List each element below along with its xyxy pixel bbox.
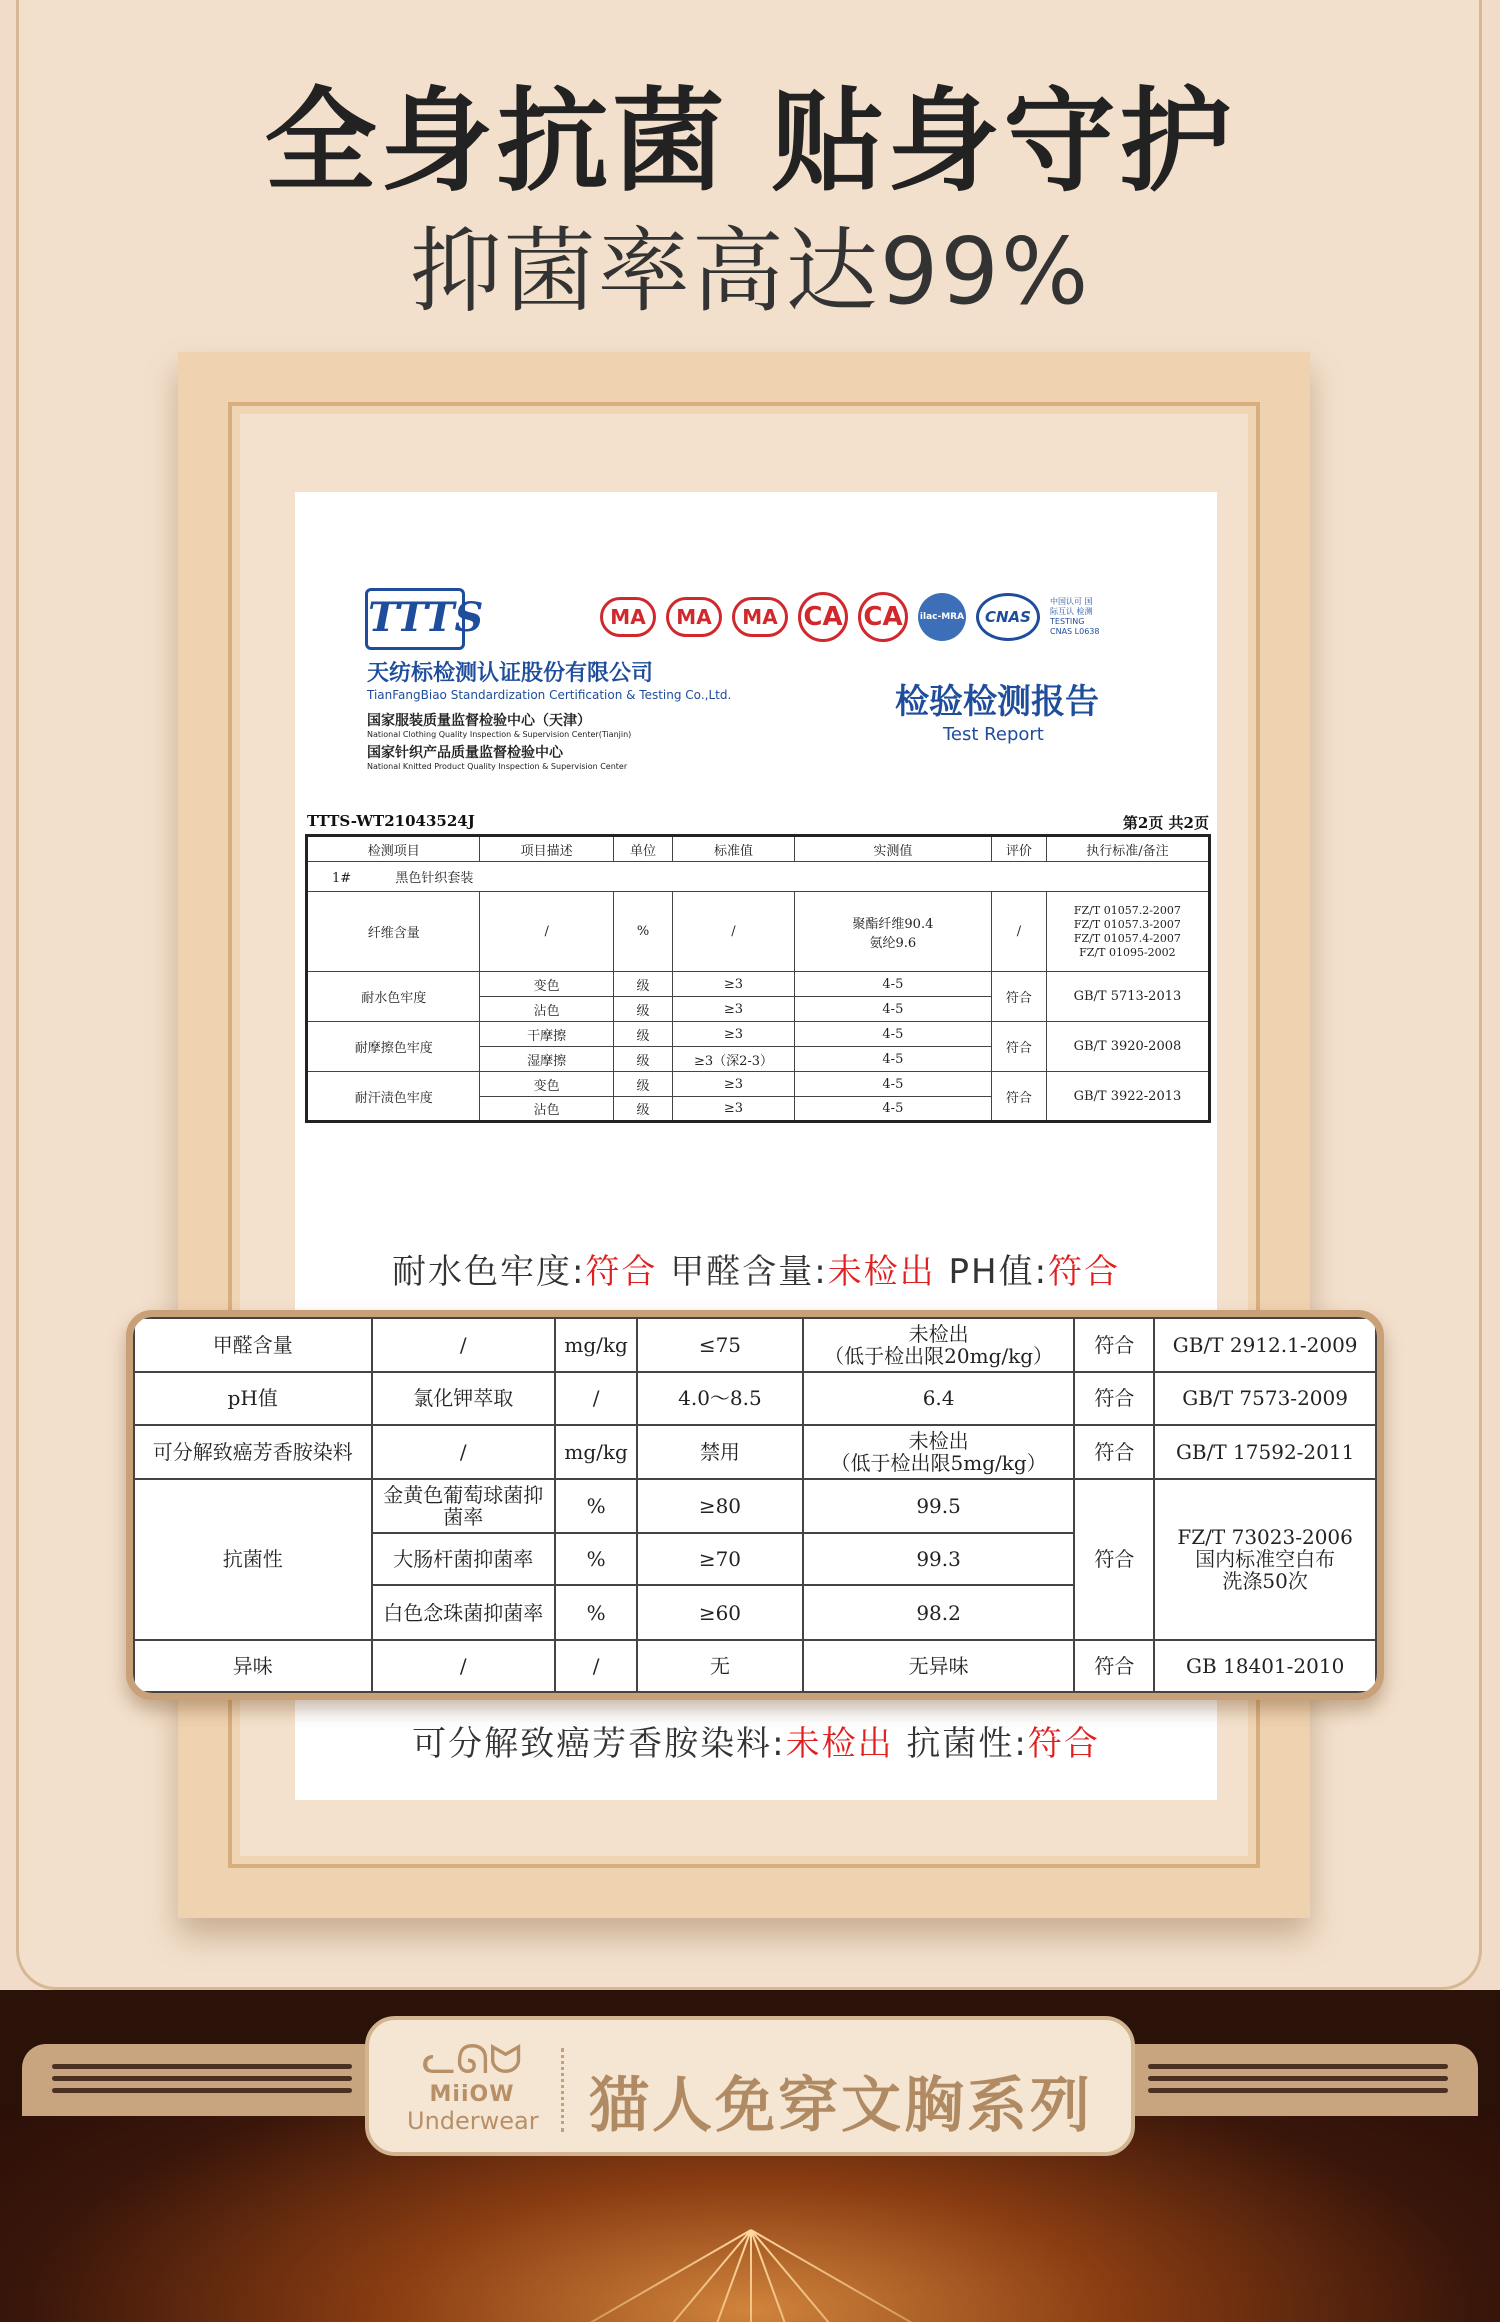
highlight-table-card xyxy=(126,1310,1384,1700)
highlight-table xyxy=(133,1317,1377,1693)
table-cell: 金黄色葡萄球菌抑菌率 xyxy=(372,1479,556,1533)
sample-cell xyxy=(307,862,1210,892)
norm-line: FZ/T 01057.2-2007 xyxy=(1073,903,1181,917)
table-row xyxy=(307,1022,1210,1047)
table-cell: 4-5 xyxy=(794,1072,991,1097)
page-number: 第2页 共2页 xyxy=(1122,814,1209,832)
cnas-badge-icon: CNAS xyxy=(976,593,1040,641)
table-cell: 沾色 xyxy=(480,997,613,1022)
table-cell: ≥3 xyxy=(673,972,795,997)
table-cell: 级 xyxy=(613,997,672,1022)
table-cell: / xyxy=(372,1640,556,1692)
table-cell: GB/T 17592-2011 xyxy=(1154,1425,1376,1479)
value-line: （低于检出限20mg/kg） xyxy=(824,1344,1054,1369)
value-line: 未检出 xyxy=(908,1322,969,1347)
ca-badge-icon: CA xyxy=(798,592,848,642)
miiow-logo xyxy=(407,2038,537,2135)
cnas-badge-text: 中国认可 国际互认 检测 TESTING CNAS L0638 xyxy=(1050,597,1100,636)
table-cell: / xyxy=(372,1425,556,1479)
caption-text: 可分解致癌芳香胺染料: xyxy=(412,1724,786,1764)
table-cell: 甲醛含量 xyxy=(134,1318,372,1372)
table-row xyxy=(134,1425,1376,1479)
table-cell: 符合 xyxy=(991,1022,1046,1072)
table-cell: / xyxy=(991,892,1046,972)
table-cell: ≥80 xyxy=(637,1479,803,1533)
table-header-cell: 标准值 xyxy=(673,836,795,862)
table-cell: GB/T 2912.1-2009 xyxy=(1154,1318,1376,1372)
ma-badge-icon: MA xyxy=(732,597,788,637)
table-cell: 级 xyxy=(613,1072,672,1097)
caption-text: 耐水色牢度: xyxy=(391,1252,586,1292)
brand-tab xyxy=(365,2016,1135,2156)
caption-highlight: 符合 xyxy=(1027,1724,1100,1764)
table-cell: ≥3 xyxy=(673,1097,795,1122)
company-name-en: TianFangBiao Standardization Certification & Testing Co.,Ltd. xyxy=(367,688,732,702)
table-cell: GB/T 7573-2009 xyxy=(1154,1372,1376,1424)
table-cell: 无异味 xyxy=(803,1640,1075,1692)
table-cell: 4-5 xyxy=(794,972,991,997)
sample-row xyxy=(307,862,1210,892)
light-ray xyxy=(750,2230,752,2322)
table-row xyxy=(134,1640,1376,1692)
table-cell: 符合 xyxy=(1074,1640,1154,1692)
caption-highlight: 符合 xyxy=(585,1252,658,1292)
caption-antibacterial xyxy=(295,1716,1217,1765)
table-cell: 湿摩擦 xyxy=(480,1047,613,1072)
table-cell: ≥60 xyxy=(637,1585,803,1639)
table-cell: ≤75 xyxy=(637,1318,803,1372)
fiber-value: 聚酯纤维90.4 xyxy=(852,916,934,932)
norm-line: 洗涤50次 xyxy=(1222,1569,1308,1594)
table-cell: GB/T 5713-2013 xyxy=(1046,972,1209,1022)
table-row xyxy=(307,892,1210,972)
caption-text: PH值: xyxy=(935,1252,1049,1292)
table-cell: mg/kg xyxy=(555,1425,637,1479)
table-cell: / xyxy=(673,892,795,972)
caption-text: 抗菌性: xyxy=(893,1724,1028,1764)
table-cell: 99.3 xyxy=(803,1533,1075,1585)
norm-line: FZ/T 73023-2006 xyxy=(1177,1525,1353,1550)
table-cell xyxy=(794,892,991,972)
table-cell: ≥3 xyxy=(673,1022,795,1047)
table-cell: 耐摩擦色牢度 xyxy=(307,1022,480,1072)
caption-text: 甲醛含量: xyxy=(657,1252,828,1292)
table-cell: 99.5 xyxy=(803,1479,1075,1533)
table-header-cell: 实测值 xyxy=(794,836,991,862)
table-cell: 耐汗渍色牢度 xyxy=(307,1072,480,1122)
table-row xyxy=(307,972,1210,997)
norm-line: FZ/T 01095-2002 xyxy=(1079,945,1176,959)
table-cell: / xyxy=(372,1318,556,1372)
table-cell: 符合 xyxy=(991,1072,1046,1122)
table-cell: ≥3 xyxy=(673,1072,795,1097)
caption-highlight: 未检出 xyxy=(785,1724,894,1764)
table-cell: 级 xyxy=(613,1022,672,1047)
table-cell: % xyxy=(555,1479,637,1533)
table-cell xyxy=(803,1318,1075,1372)
table-cell: GB 18401-2010 xyxy=(1154,1640,1376,1692)
table-header-cell: 执行标准/备注 xyxy=(1046,836,1209,862)
table-cell: 禁用 xyxy=(637,1425,803,1479)
table-cell: 符合 xyxy=(1074,1372,1154,1424)
table-cell: 4-5 xyxy=(794,997,991,1022)
divider xyxy=(561,2048,564,2132)
table-cell: GB/T 3920-2008 xyxy=(1046,1022,1209,1072)
decor-stripes-right xyxy=(1148,2064,1448,2094)
document-number: TTTS-WT21043524J xyxy=(307,812,475,830)
table-cell: % xyxy=(555,1585,637,1639)
table-cell: 符合 xyxy=(1074,1425,1154,1479)
table-cell: 大肠杆菌抑菌率 xyxy=(372,1533,556,1585)
page-subtitle: 抑菌率高达99% xyxy=(409,218,1091,325)
value-line: 未检出 xyxy=(908,1428,969,1453)
table-header-row xyxy=(307,836,1210,862)
table-cell: 氯化钾萃取 xyxy=(372,1372,556,1424)
table-cell: % xyxy=(613,892,672,972)
table-cell: ≥3 xyxy=(673,997,795,1022)
table-cell: 沾色 xyxy=(480,1097,613,1122)
table-cell: 符合 xyxy=(1074,1318,1154,1372)
brand-subtitle: Underwear xyxy=(407,2107,539,2135)
page-title: 全身抗菌 贴身守护 xyxy=(264,77,1236,207)
table-cell: 纤维含量 xyxy=(307,892,480,972)
center2-en: National Knitted Product Quality Inspection & Supervision Center xyxy=(367,762,628,771)
table-cell: 级 xyxy=(613,972,672,997)
table-cell: GB/T 3922-2013 xyxy=(1046,1072,1209,1122)
table-row xyxy=(134,1479,1376,1533)
table-cell: 符合 xyxy=(1074,1479,1154,1640)
table-cell: 4.0～8.5 xyxy=(637,1372,803,1424)
value-line: （低于检出限5mg/kg） xyxy=(830,1450,1047,1475)
test-results-table xyxy=(305,834,1211,1123)
table-cell: 白色念珠菌抑菌率 xyxy=(372,1585,556,1639)
table-cell: 6.4 xyxy=(803,1372,1075,1424)
table-header-cell: 单位 xyxy=(613,836,672,862)
table-cell: 变色 xyxy=(480,1072,613,1097)
table-cell: pH值 xyxy=(134,1372,372,1424)
caption-colorfastness xyxy=(295,1244,1217,1293)
table-cell: 干摩擦 xyxy=(480,1022,613,1047)
norm-line: FZ/T 01057.3-2007 xyxy=(1073,917,1181,931)
table-cell: ≥70 xyxy=(637,1533,803,1585)
table-header-cell: 评价 xyxy=(991,836,1046,862)
table-cell: 异味 xyxy=(134,1640,372,1692)
table-cell: / xyxy=(555,1640,637,1692)
sample-name: 黑色针织套装 xyxy=(395,871,474,886)
table-cell: 4-5 xyxy=(794,1022,991,1047)
ca-badge-icon: CA xyxy=(858,592,908,642)
ma-badge-icon: MA xyxy=(666,597,722,637)
certification-badges xyxy=(600,592,1100,642)
fiber-value: 氨纶9.6 xyxy=(869,935,917,951)
decor-stripes-left xyxy=(52,2064,352,2094)
table-cell: ≥3（深2-3） xyxy=(673,1047,795,1072)
table-cell: 级 xyxy=(613,1047,672,1072)
table-cell: 耐水色牢度 xyxy=(307,972,480,1022)
sample-number: 1# xyxy=(332,871,352,886)
table-header-cell: 项目描述 xyxy=(480,836,613,862)
table-cell xyxy=(1154,1479,1376,1640)
center1-en: National Clothing Quality Inspection & Supervision Center(Tianjin) xyxy=(367,730,632,739)
center2-cn: 国家针织产品质量监督检验中心 xyxy=(367,745,563,761)
center1-cn: 国家服装质量监督检验中心（天津） xyxy=(367,713,591,729)
table-header-cell: 检测项目 xyxy=(307,836,480,862)
table-cell: 抗菌性 xyxy=(134,1479,372,1640)
table-cell: 4-5 xyxy=(794,1097,991,1122)
table-cell: 变色 xyxy=(480,972,613,997)
company-name-cn: 天纺标检测认证股份有限公司 xyxy=(367,661,654,686)
table-cell xyxy=(1046,892,1209,972)
caption-highlight: 符合 xyxy=(1048,1252,1121,1292)
table-cell: % xyxy=(555,1533,637,1585)
norm-line: 国内标准空白布 xyxy=(1195,1547,1336,1572)
series-title: 猫人免穿文胸系列 xyxy=(589,2071,1093,2141)
table-cell: 无 xyxy=(637,1640,803,1692)
table-cell: 4-5 xyxy=(794,1047,991,1072)
table-row xyxy=(307,1072,1210,1097)
table-cell: / xyxy=(480,892,613,972)
report-title-en: Test Report xyxy=(943,724,1044,745)
ma-badge-icon: MA xyxy=(600,597,656,637)
ttts-logo: TTTS xyxy=(365,588,465,650)
ilac-badge-icon: ilac-MRA xyxy=(918,593,966,641)
table-cell: 符合 xyxy=(991,972,1046,1022)
caption-highlight: 未检出 xyxy=(827,1252,936,1292)
table-cell: 可分解致癌芳香胺染料 xyxy=(134,1425,372,1479)
cat-icon: ᓚᘏᗢ xyxy=(421,2037,523,2083)
table-cell: 98.2 xyxy=(803,1585,1075,1639)
table-cell xyxy=(803,1425,1075,1479)
table-cell: mg/kg xyxy=(555,1318,637,1372)
table-row xyxy=(134,1372,1376,1424)
table-cell: 级 xyxy=(613,1097,672,1122)
table-row xyxy=(134,1318,1376,1372)
table-cell: / xyxy=(555,1372,637,1424)
brand-name: MiiOW xyxy=(429,2082,515,2107)
report-title-cn: 检验检测报告 xyxy=(895,682,1099,722)
norm-line: FZ/T 01057.4-2007 xyxy=(1073,931,1181,945)
